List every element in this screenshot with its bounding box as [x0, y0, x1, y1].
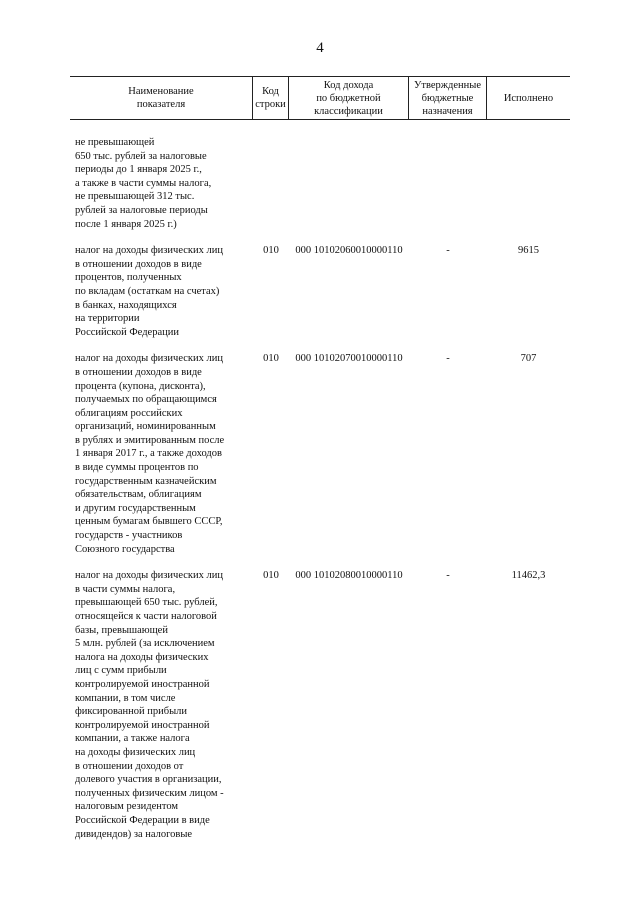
- table-row: [70, 136, 570, 231]
- row-code: 010: [263, 245, 279, 257]
- row-kbk: 000 10102070010000110: [295, 353, 403, 365]
- row-approved: [409, 136, 487, 231]
- row-name: не превышающей 650 тыс. рублей за налоговые периоды до 1 января 2025 г., а также в части суммы налога, не превышающей 312 тыс. рублей за налоговые периоды после 1 января 2025 г.): [75, 137, 212, 230]
- row-name: налог на доходы физических лиц в отношении доходов в виде процентов, полученных по вкладам (остаткам на счетах) в банках, находящихся на территории Российской Федерации: [75, 245, 223, 338]
- row-code: 010: [263, 570, 279, 582]
- row-executed: 11462,3: [511, 570, 546, 582]
- row-approved: -: [446, 245, 450, 257]
- row-name: налог на доходы физических лиц в части суммы налога, превышающей 650 тыс. рублей, относящейся к части налоговой базы, превышающей 5 млн. рублей (за исключением налога на доходы физических лиц с сумм прибыли контролируемой иностранной компании, в том числе фиксированной прибыли контролируемой иностранной компании, а также налога на доходы физических лиц в отношении доходов от долевого участия в организации, полученных физическим лицом - налоговым резидентом Российской Федерации в виде дивидендов) за налоговые: [75, 570, 224, 840]
- row-executed: 9615: [518, 245, 539, 257]
- header-name: Наименование показателя: [70, 77, 253, 119]
- row-kbk: 000 10102060010000110: [295, 245, 403, 257]
- table-header: [70, 76, 570, 120]
- row-executed: 707: [520, 353, 537, 365]
- row-approved: -: [446, 353, 450, 365]
- row-executed: [487, 136, 570, 231]
- table-row: [70, 244, 570, 339]
- table-row: [70, 352, 570, 556]
- row-code: 010: [263, 353, 279, 365]
- row-approved: -: [446, 570, 450, 582]
- page-number: 4: [316, 40, 324, 56]
- budget-table: [70, 76, 570, 841]
- table-row: [70, 569, 570, 841]
- header-approved: Утвержденные бюджетные назначения: [409, 77, 487, 119]
- row-code: [253, 136, 289, 231]
- row-kbk: 000 10102080010000110: [295, 570, 403, 582]
- row-kbk: [289, 136, 409, 231]
- header-kbk: Код дохода по бюджетной классификации: [289, 77, 409, 119]
- header-executed: Исполнено: [503, 92, 554, 104]
- row-name: налог на доходы физических лиц в отношении доходов в виде процента (купона, дисконта), получаемых по обращающимся облигациям российских организаций, номинированным в рублях и эмитированным после 1 января 2017 г., а также доходов в виде суммы процентов по государственным казначейским обязательствам, облигациям и другим государственным ценным бумагам бывшего СССР, государств - участников Союзного государства: [75, 353, 225, 555]
- header-code: Код строки: [253, 77, 289, 119]
